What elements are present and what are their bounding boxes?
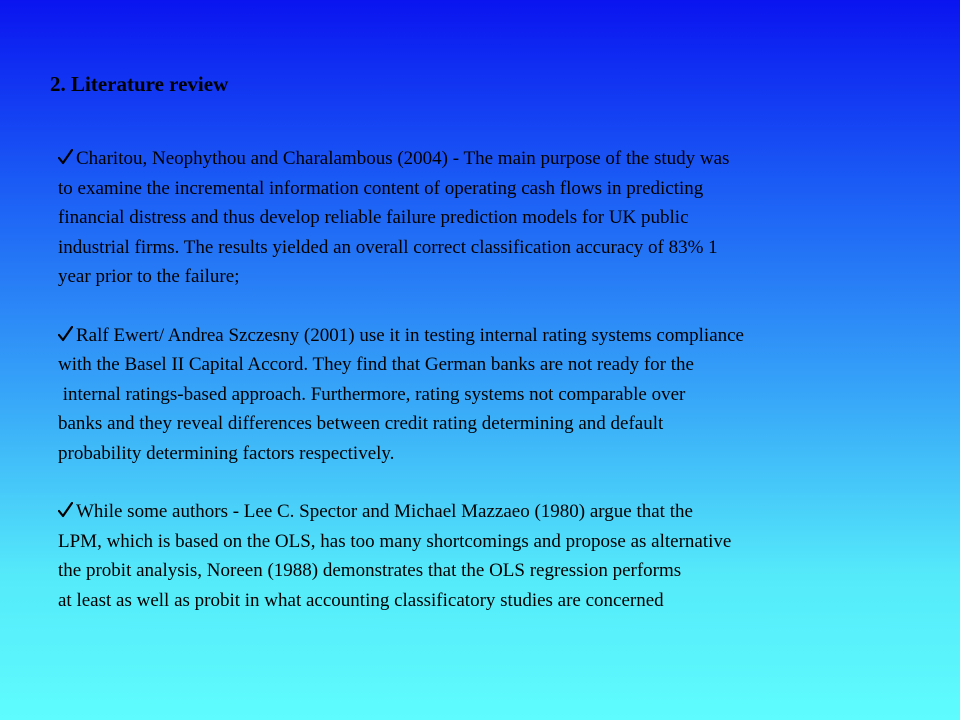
bullet-line: financial distress and thus develop reliable failure prediction models for UK public xyxy=(58,207,689,228)
check-icon xyxy=(58,502,73,518)
bullet-line: year prior to the failure; xyxy=(58,266,240,287)
slide-title: 2. Literature review xyxy=(50,72,229,96)
bullet-line: Ralf Ewert/ Andrea Szczesny (2001) use it in testing internal rating systems compliance xyxy=(58,321,938,351)
bullet-line: LPM, which is based on the OLS, has too many shortcomings and propose as alternative xyxy=(58,530,732,552)
bullet-line: banks and they reveal differences between credit rating determining and default xyxy=(58,413,664,434)
bullet-line: the probit analysis, Noreen (1988) demonstrates that the OLS regression performs xyxy=(58,560,682,581)
bullet-line: While some authors - Lee C. Spector and Michael Mazzaeo (1980) argue that the xyxy=(58,497,938,527)
check-icon xyxy=(58,149,73,165)
bullet-line: industrial firms. The results yielded an overall correct classification accuracy of 83% 1 xyxy=(58,236,718,258)
bullet-spector-noreen xyxy=(58,497,938,615)
bullet-line: probability determining factors respectively. xyxy=(58,442,395,464)
bullet-list xyxy=(58,144,938,615)
bullet-line: at least as well as probit in what accounting classificatory studies are concerned xyxy=(58,589,664,611)
bullet-line: internal ratings-based approach. Furthermore, rating systems not comparable over xyxy=(58,383,686,405)
check-icon xyxy=(58,326,73,342)
bullet-charitou xyxy=(58,144,938,292)
bullet-line: to examine the incremental information content of operating cash flows in predicting xyxy=(58,177,704,199)
bullet-ewert-szczesny xyxy=(58,321,938,469)
bullet-line: with the Basel II Capital Accord. They find that German banks are not ready for the xyxy=(58,354,694,375)
bullet-line: Charitou, Neophythou and Charalambous (2004) - The main purpose of the study was xyxy=(58,144,938,174)
